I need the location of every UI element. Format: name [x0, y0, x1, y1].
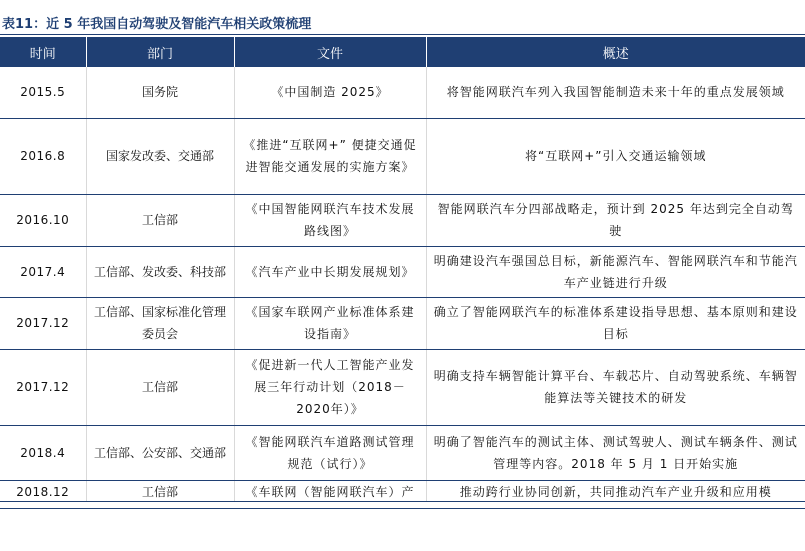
cell-time: 2017.12 [0, 349, 86, 425]
cell-overview: 将智能网联汽车列入我国智能制造未来十年的重点发展领域 [426, 67, 805, 118]
policy-table [0, 37, 805, 502]
cell-time: 2015.5 [0, 67, 86, 118]
cell-time-text: 2018.12 [16, 484, 70, 499]
cell-overview: 智能网联汽车分四部战略走，预计到 2025 年达到完全自动驾驶 [426, 194, 805, 246]
cell-document: 《中国智能网联汽车技术发展路线图》 [234, 194, 426, 246]
table-bottom-rule [0, 508, 805, 509]
cell-time: 2018.4 [0, 425, 86, 480]
header-document: 文件 [234, 37, 426, 67]
cell-time [0, 480, 86, 501]
header-overview: 概述 [426, 37, 805, 67]
cell-overview-text: 推动跨行业协同创新，共同推动汽车产业升级和应用模 [459, 484, 772, 499]
table-caption: 表11：近 5 年我国自动驾驶及智能汽车相关政策梳理 [2, 17, 312, 32]
cell-time: 2017.4 [0, 246, 86, 297]
table-row [0, 194, 805, 246]
table-row [0, 118, 805, 194]
table-row [0, 349, 805, 425]
cell-overview: 确立了智能网联汽车的标准体系建设指导思想、基本原则和建设目标 [426, 297, 805, 349]
cell-department: 工信部 [86, 194, 234, 246]
cell-document: 《促进新一代人工智能产业发展三年行动计划（2018－2020年）》 [234, 349, 426, 425]
cell-document: 《国家车联网产业标准体系建设指南》 [234, 297, 426, 349]
header-department: 部门 [86, 37, 234, 67]
cell-document: 《推进“互联网+” 便捷交通促进智能交通发展的实施方案》 [234, 118, 426, 194]
cell-overview [426, 480, 805, 501]
table-row [0, 297, 805, 349]
cell-department: 国家发改委、交通部 [86, 118, 234, 194]
cell-department-text: 工信部 [141, 484, 178, 499]
table-header-row [0, 37, 805, 67]
cell-department: 工信部、发改委、科技部 [86, 246, 234, 297]
cell-overview: 将“互联网+”引入交通运输领域 [426, 118, 805, 194]
cell-overview: 明确支持车辆智能计算平台、车载芯片、自动驾驶系统、车辆智能算法等关键技术的研发 [426, 349, 805, 425]
caption-divider [0, 34, 805, 35]
cell-document-text: 《车联网（智能网联汽车）产 [245, 484, 415, 499]
table-row [0, 480, 805, 501]
cell-time: 2016.10 [0, 194, 86, 246]
header-time: 时间 [0, 37, 86, 67]
cell-time: 2016.8 [0, 118, 86, 194]
cell-document: 《汽车产业中长期发展规划》 [234, 246, 426, 297]
table-row [0, 425, 805, 480]
table-row [0, 246, 805, 297]
cell-department: 工信部 [86, 349, 234, 425]
table-row [0, 67, 805, 118]
cell-department: 工信部、国家标准化管理委员会 [86, 297, 234, 349]
cell-overview: 明确了智能汽车的测试主体、测试驾驶人、测试车辆条件、测试管理等内容。2018 年 5 月 1 日开始实施 [426, 425, 805, 480]
cell-overview: 明确建设汽车强国总目标，新能源汽车、智能网联汽车和节能汽车产业链进行升级 [426, 246, 805, 297]
cell-department: 工信部、公安部、交通部 [86, 425, 234, 480]
cell-time: 2017.12 [0, 297, 86, 349]
cell-document: 《智能网联汽车道路测试管理规范（试行）》 [234, 425, 426, 480]
cell-document: 《中国制造 2025》 [234, 67, 426, 118]
cell-department: 国务院 [86, 67, 234, 118]
cell-department [86, 480, 234, 501]
cell-document [234, 480, 426, 501]
